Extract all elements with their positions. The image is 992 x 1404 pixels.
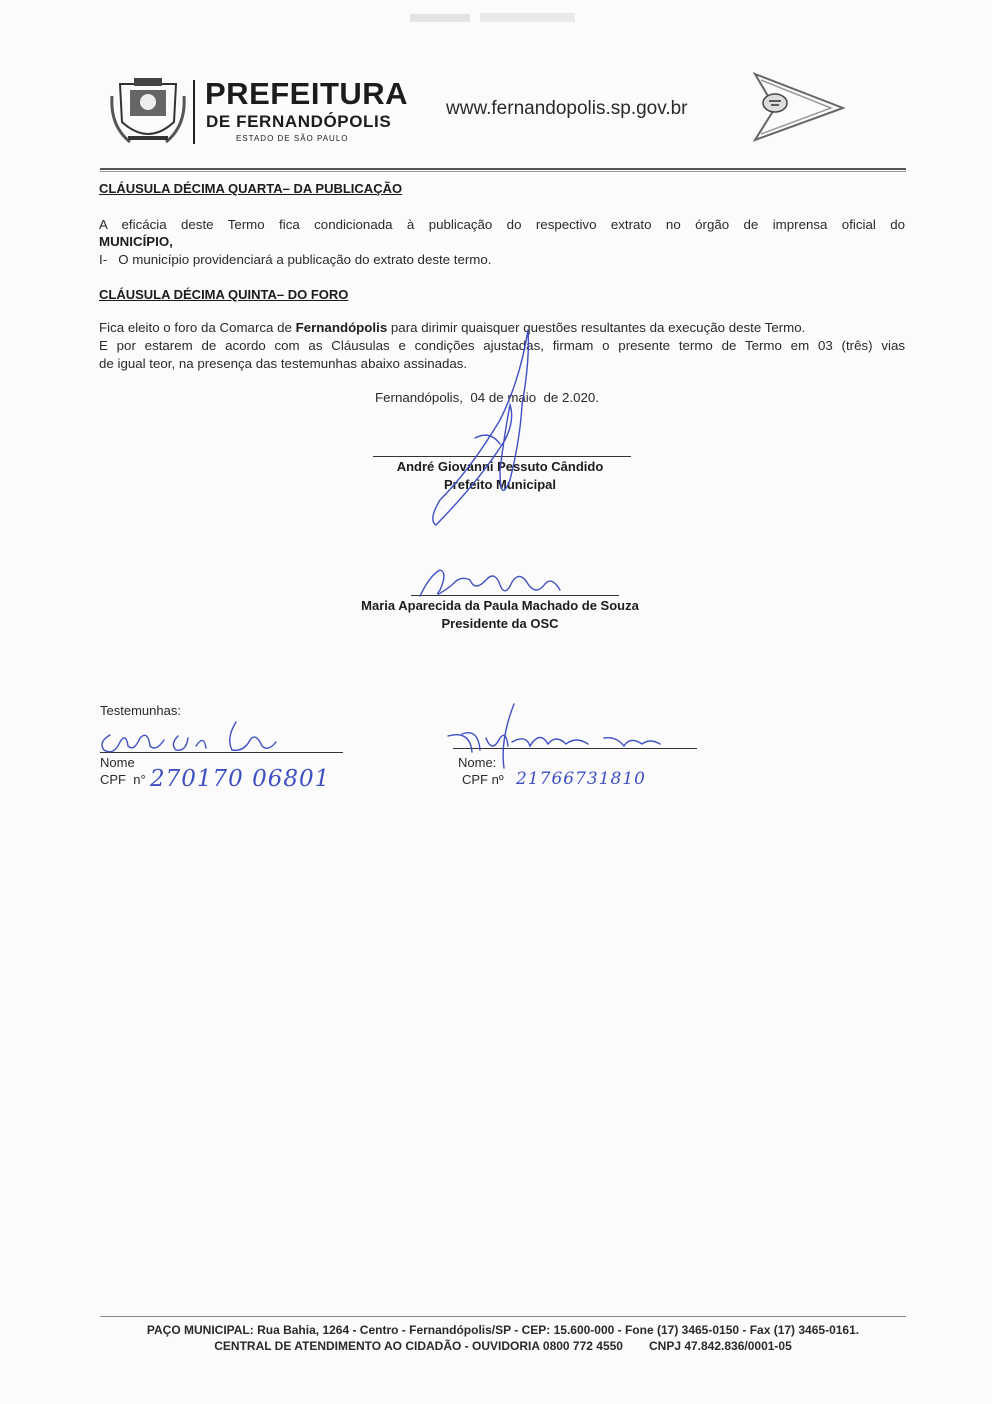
footer-cnpj: CNPJ 47.842.836/0001-05 (648, 1339, 792, 1353)
clause-14-item-1: I- O município providenciará a publicação do extrato deste termo. (99, 252, 492, 267)
clause-15-line-1 (99, 319, 905, 336)
president-signature (420, 570, 560, 596)
org-city: DE FERNANDÓPOLIS (206, 112, 392, 131)
witness-1-cpf-value: 270170 06801 (150, 766, 331, 792)
org-state: ESTADO DE SÃO PAULO (236, 134, 349, 143)
footer-rule (100, 1316, 906, 1317)
witness-1-cpf-label: CPF n° (100, 772, 146, 787)
clause-15-line-1-post: para dirimir quaisquer questões resultantes da execução deste Termo. (387, 320, 806, 335)
witness-1-signature (102, 722, 276, 752)
clause-14-heading: CLÁUSULA DÉCIMA QUARTA– DA PUBLICAÇÃO (99, 181, 403, 196)
signatory-1-name: André Giovanni Pessuto Cândido (396, 459, 604, 474)
footer-contact (100, 1339, 906, 1353)
signatory-2-name: Maria Aparecida da Paula Machado de Souza (361, 598, 639, 613)
header-divider (193, 80, 195, 144)
clause-15-line-3: de igual teor, na presença das testemunhas abaixo assinadas. (99, 356, 468, 371)
date-line: Fernandópolis, 04 de maio de 2.020. (375, 390, 599, 405)
scan-noise (410, 8, 580, 28)
clause-15-heading: CLÁUSULA DÉCIMA QUINTA– DO FORO (99, 287, 349, 302)
signatory-2-title: Presidente da OSC (441, 616, 559, 631)
clause-14-line-1: A eficácia deste Termo fica condicionada à publicação do respectivo extrato no órgão de imprensa oficial do (99, 217, 905, 232)
witnesses-label: Testemunhas: (100, 703, 181, 718)
clause-14-line-2: MUNICÍPIO, (99, 234, 173, 249)
footer-address: PAÇO MUNICIPAL: Rua Bahia, 1264 - Centro - Fernandópolis/SP - CEP: 15.600-000 - Fone (17) 3465-0150 - Fax (17) 3465-0161. (146, 1323, 860, 1337)
witness-2-name-label: Nome: (458, 755, 497, 770)
clause-15-line-1-pre: Fica eleito o foro da Comarca de (99, 320, 296, 335)
clause-15-line-2: E por estarem de acordo com as Cláusulas e condições ajustadas, firmam o presente termo de Termo em 03 (três) vias (99, 338, 905, 353)
city-emblem-icon (735, 70, 845, 142)
signature-line-mayor (373, 456, 631, 457)
witness-2-cpf-label: CPF nº (462, 772, 504, 787)
website-link[interactable]: www.fernandopolis.sp.gov.br (446, 98, 688, 119)
coat-of-arms-icon (110, 76, 186, 150)
org-name: PREFEITURA (205, 76, 409, 111)
signatory-1-title: Prefeito Municipal (444, 477, 556, 492)
header-rule (100, 168, 906, 173)
clause-15-line-1-bold: Fernandópolis (295, 320, 388, 335)
signature-line-president (411, 595, 619, 596)
witness-2-cpf-value: 21766731810 (516, 769, 646, 789)
witness-1-name-label: Nome (100, 755, 135, 770)
signature-line-witness-1 (100, 752, 343, 753)
signature-line-witness-2 (453, 748, 697, 749)
footer-ombudsman: CENTRAL DE ATENDIMENTO AO CIDADÃO - OUVIDORIA 0800 772 4550 (214, 1339, 623, 1353)
